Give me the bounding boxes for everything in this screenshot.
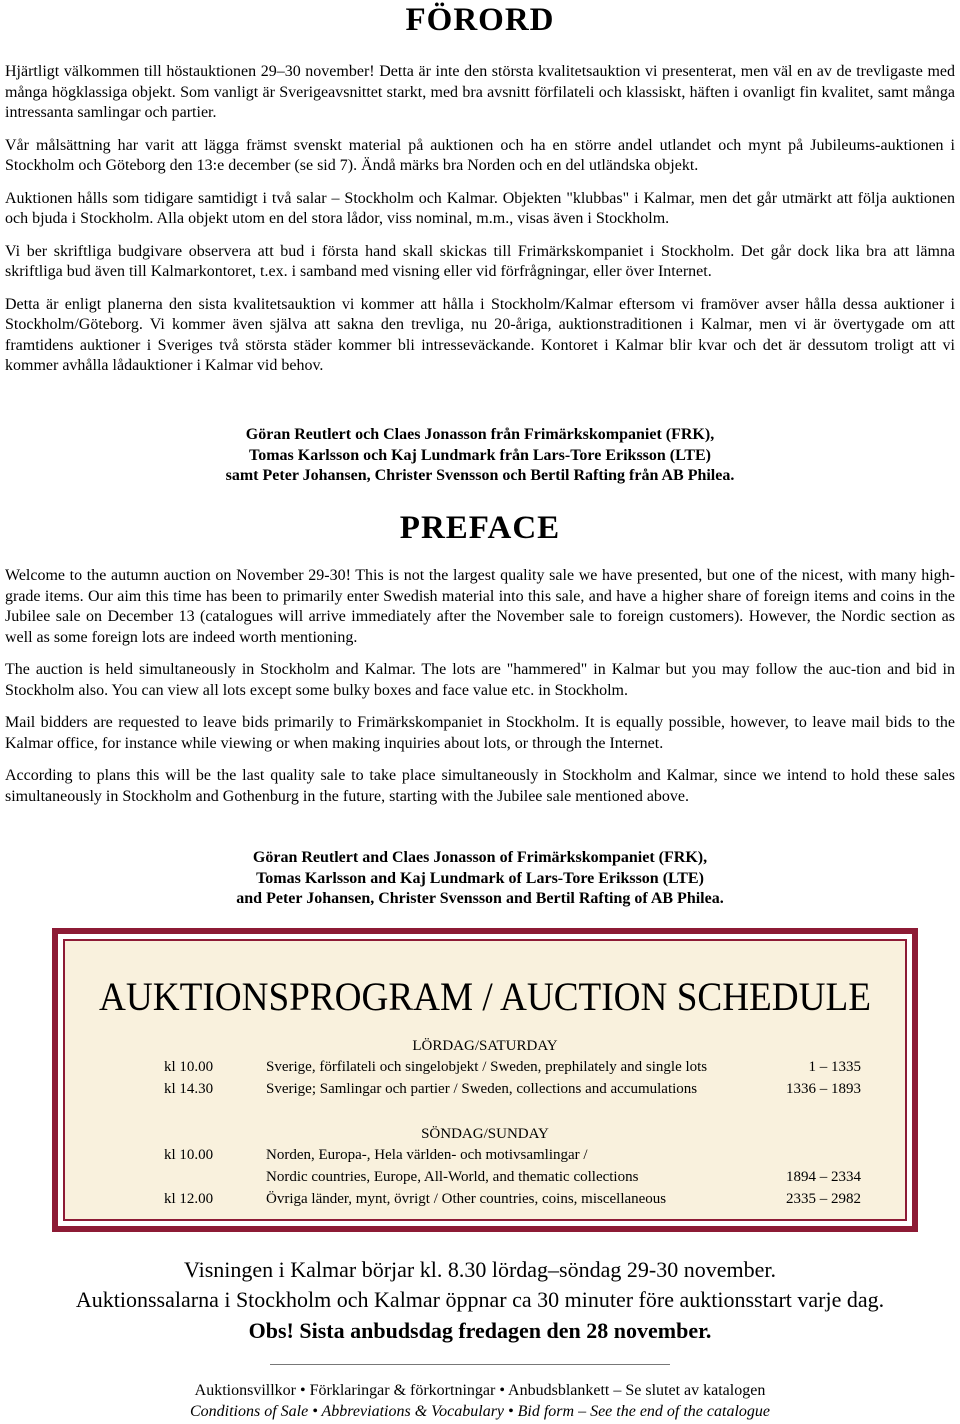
english-paragraph: According to plans this will be the last quality sale to take place simultaneously in Stockholm and Kalmar, since we intend to hold these sales simultaneously in Stockholm and Gothenburg in the future, starting with the Jubilee sale mentioned above. bbox=[5, 767, 955, 805]
signature-line: Göran Reutlert and Claes Jonasson of Frimärkskompaniet (FRK), bbox=[252, 849, 708, 866]
english-preface-body bbox=[5, 566, 955, 819]
schedule-time: kl 10.00 bbox=[164, 1147, 214, 1163]
schedule-row bbox=[65, 1056, 905, 1078]
signature-line: Tomas Karlsson and Kaj Lundmark of Lars-Tore Eriksson (LTE) bbox=[256, 869, 704, 887]
swedish-title: FÖRORD bbox=[405, 2, 555, 38]
schedule-description: Övriga länder, mynt, övrigt / Other countries, coins, miscellaneous bbox=[266, 1191, 667, 1207]
catalogue-references-english: Conditions of Sale • Abbreviations & Vocabulary • Bid form – See the end of the catalogue bbox=[189, 1403, 770, 1420]
catalogue-references-swedish: Auktionsvillkor • Förklaringar & förkortningar • Anbudsblankett – Se slutet av katalogen bbox=[194, 1382, 766, 1399]
auction-schedule-panel bbox=[63, 939, 907, 1221]
english-paragraph: The auction is held simultaneously in Stockholm and Kalmar. The lots are "hammered" in Kalmar but you may follow the auc-tion and bid in Stockholm also. You can view all lots except some bulky boxes and face value etc. in Stockholm. bbox=[5, 661, 955, 699]
schedule-lot-range: 1894 – 2334 bbox=[786, 1169, 861, 1185]
schedule-row bbox=[65, 1078, 905, 1100]
english-paragraph: Welcome to the autumn auction on November 29-30! This is not the largest quality sale we have presented, but one of the nicest, with many high-grade items. Our aim this time has been to primarily enter Swedish material into this sale, and have a higher share of foreign items and coins in the Jubilee sale on December 13 (catalogues will arrive immediately after the November sale to foreign customers). However, the Nordic section as well as some foreign lots are indeed worth mentioning. bbox=[5, 567, 955, 646]
schedule-time: kl 12.00 bbox=[164, 1191, 214, 1207]
signature-line: Göran Reutlert och Claes Jonasson från Frimärkskompaniet (FRK), bbox=[245, 426, 715, 443]
schedule-lot-range: 1336 – 1893 bbox=[786, 1081, 861, 1097]
schedule-time: kl 14.30 bbox=[164, 1081, 214, 1097]
swedish-paragraph: Detta är enligt planerna den sista kvalitetsauktion vi kommer att hålla i Stockholm/Kalmar eftersom vi framöver avser hålla dessa auktioner i Stockholm/Göteborg. Vi kommer även själva att sakna den trevliga, nu 20-åriga, auktionstraditionen i Kalmar, men vi är övertygade om att framtidens auktioner i Sveriges två största städer kommer bli intresseväckande. Kontoret i Kalmar blir kvar och det är dessutom troligt att vi kommer avhålla lådauktioner i Kalmar vid behov. bbox=[5, 295, 955, 374]
swedish-preface-body bbox=[5, 62, 955, 389]
english-title: PREFACE bbox=[399, 510, 561, 546]
schedule-description: Sverige, förfilateli och singelobjekt / Sweden, prephilately and single lots bbox=[266, 1059, 708, 1075]
footer-divider bbox=[270, 1364, 670, 1365]
schedule-row bbox=[65, 1144, 905, 1166]
schedule-row bbox=[65, 1188, 905, 1210]
swedish-paragraph: Hjärtligt välkommen till höstauktionen 29–30 november! Detta är inte den största kvalitetsauktion vi presenterat, men väl en av de trevligaste med många högklassiga objekt. Som vanligt är Sverigeavsnittet starkt, med bra avsnitt förfilateli och klassiskt, häften i ovanligt fin kvalitet, samt många intressanta samlingar och partier. bbox=[5, 63, 955, 121]
schedule-day-saturday: LÖRDAG/SATURDAY bbox=[412, 1038, 558, 1054]
swedish-paragraph: Vi ber skriftliga budgivare observera att bud i första hand skall skickas till Frimärkskompaniet i Stockholm. Det går dock lika bra att lämna skriftliga bud även till Kalmarkontoret, t.ex. i samband med visning eller vid förfrågningar, eller över Internet. bbox=[5, 242, 955, 280]
schedule-day-sunday: SÖNDAG/SUNDAY bbox=[421, 1126, 549, 1142]
schedule-time: kl 10.00 bbox=[164, 1059, 214, 1075]
auction-schedule-box bbox=[52, 928, 918, 1232]
swedish-paragraph: Vår målsättning har varit att lägga främst svenskt material på auktionen och ha en större andel utlandet och mynt på Jubileums-auktionen i Stockholm och Göteborg den 13:e december (se sid 7). Ändå märks bra Norden och en del utländska objekt. bbox=[5, 136, 955, 174]
schedule-row bbox=[65, 1166, 905, 1188]
schedule-description: Sverige; Samlingar och partier / Sweden, collections and accumulations bbox=[266, 1081, 698, 1097]
rooms-notice: Auktionssalarna i Stockholm och Kalmar öppnar ca 30 minuter före auktionsstart varje dag. bbox=[75, 1287, 885, 1312]
english-signature bbox=[0, 848, 960, 910]
viewing-notice: Visningen i Kalmar börjar kl. 8.30 lördag–söndag 29-30 november. bbox=[184, 1257, 776, 1282]
signature-line: and Peter Johansen, Christer Svensson and Bertil Rafting of AB Philea. bbox=[236, 890, 724, 907]
deadline-notice: Obs! Sista anbudsdag fredagen den 28 november. bbox=[248, 1318, 712, 1343]
schedule-lot-range: 1 – 1335 bbox=[808, 1059, 861, 1075]
swedish-paragraph: Auktionen hålls som tidigare samtidigt i två salar – Stockholm och Kalmar. Objekten "klubbas" i Kalmar, men det går utmärkt att följa auktionen och bjuda i Stockholm. Alla objekt utom en del stora lådor, viss nominal, m.m., visas även i Stockholm. bbox=[5, 189, 955, 227]
schedule-description: Norden, Europa-, Hela världen- och motivsamlingar / bbox=[266, 1147, 588, 1163]
swedish-signature bbox=[0, 425, 960, 487]
schedule-title: AUKTIONSPROGRAM / AUCTION SCHEDULE bbox=[99, 974, 871, 1019]
schedule-lot-range: 2335 – 2982 bbox=[786, 1191, 861, 1207]
signature-line: samt Peter Johansen, Christer Svensson och Bertil Rafting från AB Philea. bbox=[225, 467, 735, 484]
schedule-description: Nordic countries, Europe, All-World, and thematic collections bbox=[266, 1169, 639, 1185]
english-paragraph: Mail bidders are requested to leave bids primarily to Frimärkskompaniet in Stockholm. It is equally possible, however, to leave mail bids to the Kalmar office, for instance while viewing or when making inquiries about lots, or through the Internet. bbox=[5, 714, 955, 752]
signature-line: Tomas Karlsson och Kaj Lundmark från Lars-Tore Eriksson (LTE) bbox=[248, 446, 711, 464]
